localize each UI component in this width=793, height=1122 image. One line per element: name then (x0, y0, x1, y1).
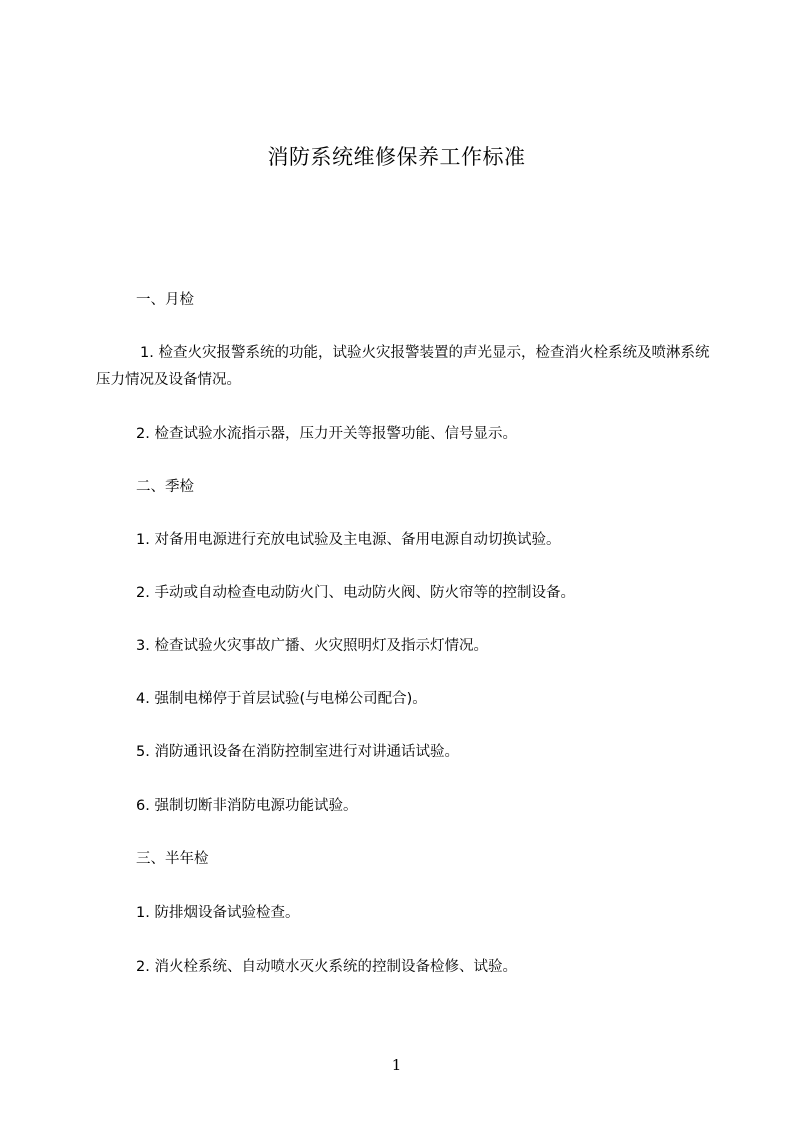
list-item: 1. 检查火灾报警系统的功能，试验火灾报警装置的声光显示，检查消火栓系统及喷淋系统压力情况及设备情况。 (96, 345, 710, 388)
list-item: 2. 手动或自动检查电动防火门、电动防火阀、防火帘等的控制设备。 (136, 585, 575, 601)
document-title: 消防系统维修保养工作标准 (267, 145, 526, 169)
list-item: 3. 检查试验火灾事故广播、火灾照明灯及指示灯情况。 (136, 638, 488, 654)
page-number: 1 (391, 1056, 402, 1074)
section-heading-quarterly: 二、季检 (136, 479, 194, 495)
list-item: 1. 对备用电源进行充放电试验及主电源、备用电源自动切换试验。 (136, 532, 561, 548)
list-item: 2. 检查试验水流指示器，压力开关等报警功能、信号显示。 (136, 426, 517, 442)
list-item: 2. 消火栓系统、自动喷水灭火系统的控制设备检修、试验。 (136, 959, 517, 975)
list-item: 4. 强制电梯停于首层试验(与电梯公司配合)。 (136, 691, 427, 707)
list-item: 5. 消防通讯设备在消防控制室进行对讲通话试验。 (136, 744, 459, 760)
section-heading-semiannual: 三、半年检 (136, 851, 209, 867)
section-heading-monthly: 一、月检 (136, 292, 194, 308)
list-item: 6. 强制切断非消防电源功能试验。 (136, 798, 358, 814)
list-item: 1. 防排烟设备试验检查。 (136, 905, 300, 921)
